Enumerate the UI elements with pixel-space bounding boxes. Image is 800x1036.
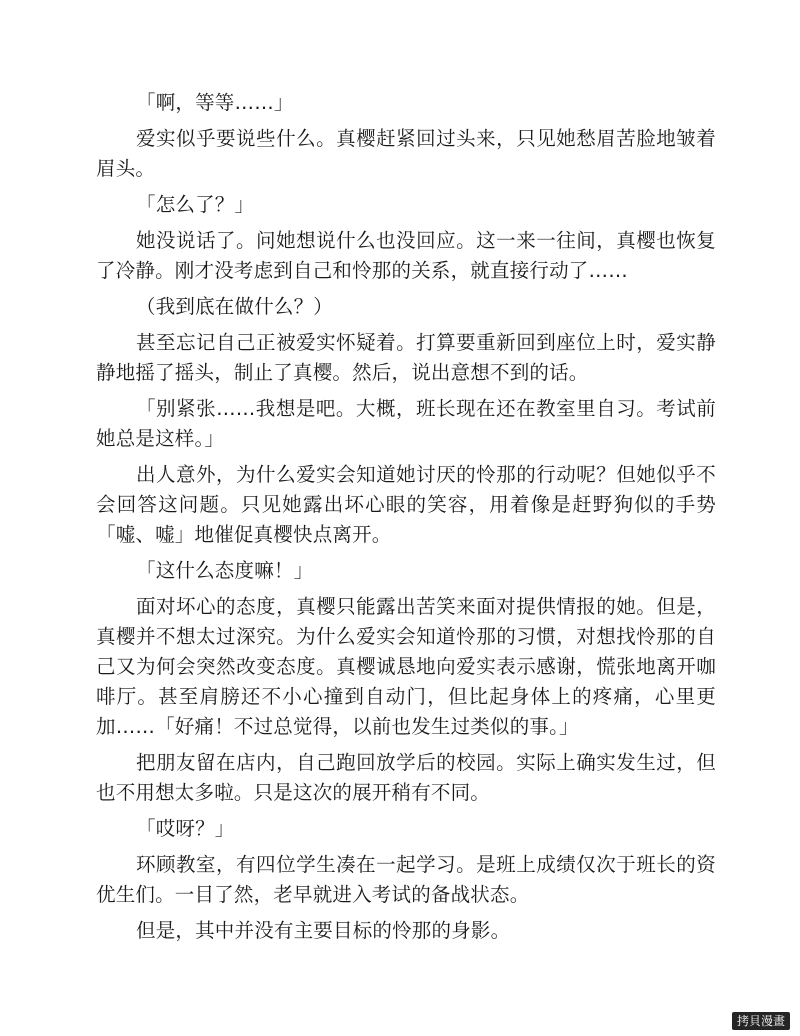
body-text	[96, 88, 716, 952]
paragraph: （我到底在做什么？）	[136, 295, 334, 318]
paragraph: 「哎呀？」	[136, 817, 235, 840]
paragraph: 「这什么态度嘛！」	[136, 559, 314, 582]
paragraph: 把朋友留在店内，自己跑回放学后的校园。实际上确实发生过，但也不用想太多啦。只是这次的展开稍有不同。	[96, 751, 716, 804]
paragraph: 她没说话了。问她想说什么也没回应。这一来一往间，真樱也恢复了冷静。刚才没考虑到自己和怜那的关系，就直接行动了……	[96, 229, 716, 282]
paragraph: 环顾教室，有四位学生凑在一起学习。是班上成绩仅次于班长的资优生们。一目了然，老早就进入考试的备战状态。	[96, 853, 716, 906]
paragraph: 面对坏心的态度，真樱只能露出苦笑来面对提供情报的她。但是，真樱并不想太过深究。为什么爱实会知道怜那的习惯，对想找怜那的自己又为何会突然改变态度。真樱诚恳地向爱实表示感谢，慌张地离开咖啡厅。甚至肩膀还不小心撞到自动门，但比起身体上的疼痛，心里更加……「好痛！不过总觉得，以前也发生过类似的事。」	[96, 595, 716, 738]
paragraph: 爱实似乎要说些什么。真樱赶紧回过头来，只见她愁眉苦脸地皱着眉头。	[96, 127, 716, 180]
paragraph: 「啊，等等……」	[136, 91, 294, 114]
paragraph: 「怎么了？」	[136, 193, 255, 216]
paragraph: 甚至忘记自己正被爱实怀疑着。打算要重新回到座位上时，爱实静静地摇了摇头，制止了真樱。然后，说出意想不到的话。	[96, 331, 716, 384]
paragraph: 「别紧张……我想是吧。大概，班长现在还在教室里自习。考试前她总是这样。」	[96, 397, 716, 450]
paragraph: 出人意外，为什么爱实会知道她讨厌的怜那的行动呢？但她似乎不会回答这问题。只见她露出坏心眼的笑容，用着像是赶野狗似的手势「嘘、嘘」地催促真樱快点离开。	[96, 463, 716, 546]
paragraph: 但是，其中并没有主要目标的怜那的身影。	[136, 919, 511, 942]
watermark-badge: 拷貝漫畫	[732, 1012, 790, 1030]
